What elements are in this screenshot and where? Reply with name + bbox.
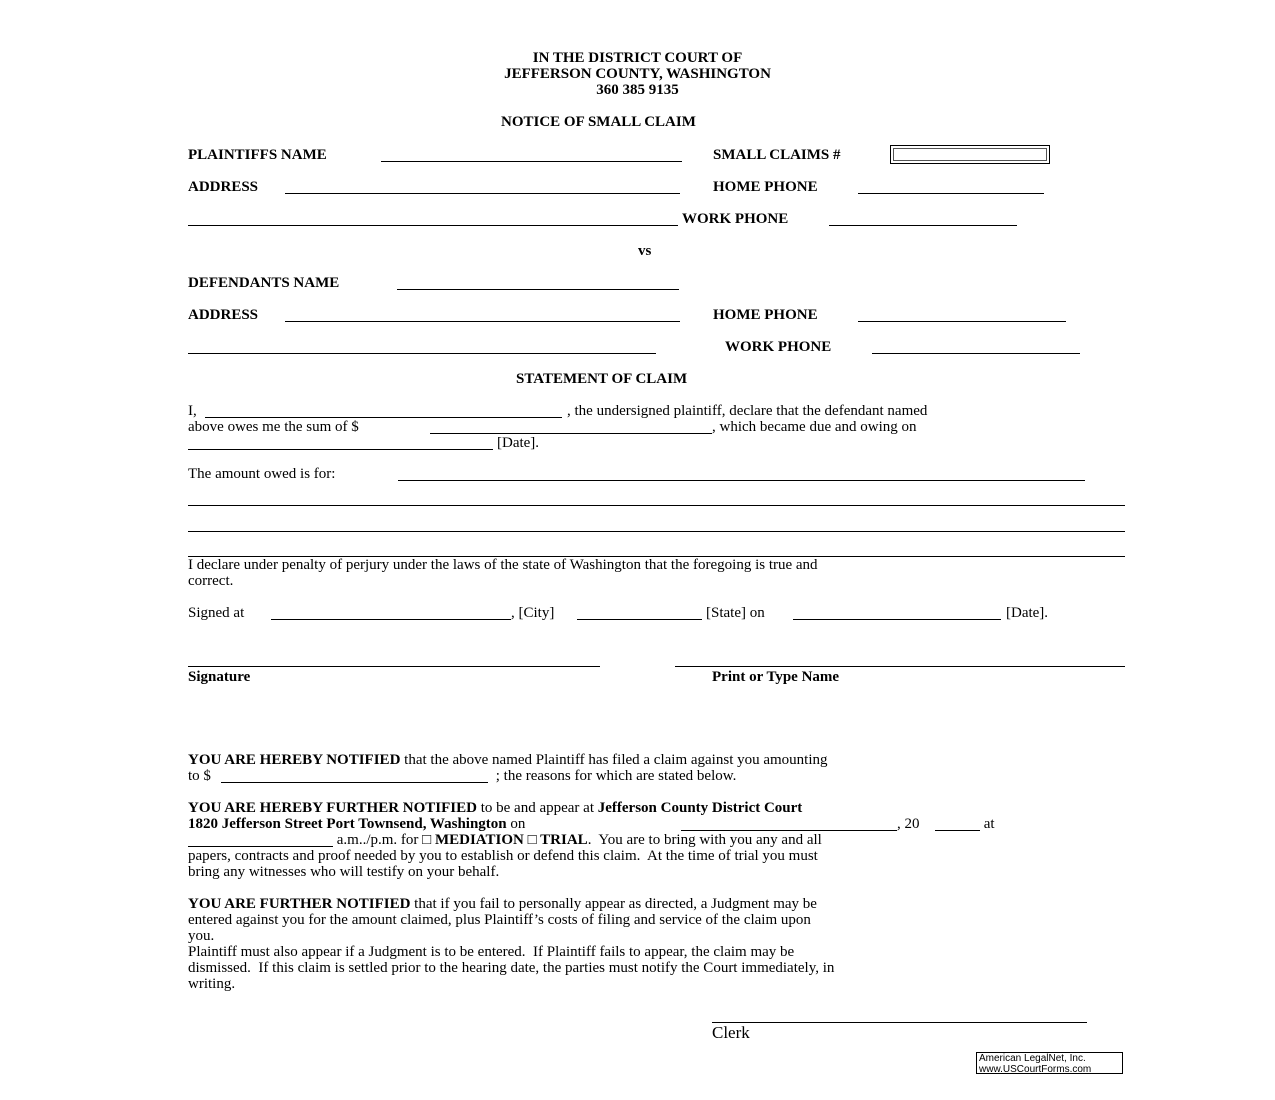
appear-on-label: on bbox=[506, 816, 526, 832]
year-label: , 20 bbox=[897, 816, 920, 832]
plaintiff-name-field[interactable] bbox=[381, 161, 682, 162]
notice-heading-3: YOU ARE FURTHER NOTIFIED bbox=[188, 896, 411, 912]
defendant-work-phone-field[interactable] bbox=[872, 353, 1080, 354]
signature-label: Signature bbox=[188, 669, 251, 685]
plaintiff-name-label: PLAINTIFFS NAME bbox=[188, 147, 327, 163]
signed-at-label: Signed at bbox=[188, 605, 245, 621]
declarant-name-field[interactable] bbox=[205, 417, 562, 418]
signed-date-field[interactable] bbox=[793, 619, 1001, 620]
appear-at-label: at bbox=[980, 816, 995, 832]
case-number-label: SMALL CLAIMS # bbox=[713, 147, 841, 163]
mediation-checkbox[interactable]: □ bbox=[422, 832, 432, 848]
state-on-label: [State] on bbox=[706, 605, 765, 621]
print-name-field[interactable] bbox=[675, 666, 1125, 667]
court-phone: 360 385 9135 bbox=[596, 82, 679, 98]
trial-label: TRIAL bbox=[536, 832, 588, 848]
court-name: IN THE DISTRICT COURT OF bbox=[532, 50, 743, 66]
declarant-prefix: I, bbox=[188, 403, 197, 419]
print-name-label: Print or Type Name bbox=[712, 669, 840, 685]
notice-paragraph-3-line4: Plaintiff must also appear if a Judgment is to be entered. If Plaintiff fails to appear, the claim may be bbox=[188, 944, 795, 960]
notice-paragraph-3-line6: writing. bbox=[188, 976, 236, 992]
signature-field[interactable] bbox=[188, 666, 600, 667]
notice-paragraph-3-line1 bbox=[188, 896, 817, 912]
plaintiff-address-line2-field[interactable] bbox=[188, 225, 678, 226]
notice-paragraph-2-line5: bring any witnesses who will testify on your behalf. bbox=[188, 864, 500, 880]
bring-text: . You are to bring with you any and all bbox=[587, 832, 822, 848]
plaintiff-address-field[interactable] bbox=[285, 193, 680, 194]
court-location: Jefferson County District Court bbox=[597, 800, 803, 816]
amount-for-field[interactable] bbox=[398, 480, 1085, 481]
county-name: JEFFERSON COUNTY, WASHINGTON bbox=[504, 66, 771, 82]
versus-label: vs bbox=[638, 243, 652, 259]
notice-paragraph-2-line2 bbox=[188, 816, 525, 832]
claim-amount-field[interactable] bbox=[221, 782, 488, 783]
sum-owed-prefix: above owes me the sum of $ bbox=[188, 419, 359, 435]
declarant-text: , the undersigned plaintiff, declare that the defendant named bbox=[567, 403, 928, 419]
defendant-address-label: ADDRESS bbox=[188, 307, 259, 323]
perjury-declaration-line2: correct. bbox=[188, 573, 234, 589]
appear-date-field[interactable] bbox=[681, 830, 897, 831]
plaintiff-work-phone-label: WORK PHONE bbox=[682, 211, 789, 227]
notice-paragraph-2-line4: papers, contracts and proof needed by you to establish or defend this claim. At the time of trial you must bbox=[188, 848, 818, 864]
notice-text-1: that the above named Plaintiff has filed a claim against you amounting bbox=[400, 752, 828, 768]
signed-city-field[interactable] bbox=[271, 619, 511, 620]
claim-amount-suffix: ; the reasons for which are stated below. bbox=[492, 768, 737, 784]
publisher-url[interactable]: www.USCourtForms.com bbox=[979, 1064, 1092, 1075]
trial-checkbox[interactable]: □ bbox=[527, 832, 537, 848]
plaintiff-address-label: ADDRESS bbox=[188, 179, 259, 195]
defendant-address-line2-field[interactable] bbox=[188, 353, 656, 354]
notice-paragraph-1-line1 bbox=[188, 752, 828, 768]
signed-date-label: [Date]. bbox=[1006, 605, 1049, 621]
appear-time-field[interactable] bbox=[188, 846, 333, 847]
publisher-name: American LegalNet, Inc. bbox=[979, 1053, 1086, 1064]
due-date-field[interactable] bbox=[188, 449, 493, 450]
notice-paragraph-2-line3 bbox=[333, 832, 822, 848]
notice-paragraph-3-line3: you. bbox=[188, 928, 215, 944]
sum-owed-text: , which became due and owing on bbox=[712, 419, 917, 435]
plaintiff-home-phone-field[interactable] bbox=[858, 193, 1044, 194]
city-label: , [City] bbox=[511, 605, 555, 621]
defendant-address-field[interactable] bbox=[285, 321, 680, 322]
sum-owed-field[interactable] bbox=[430, 433, 712, 434]
plaintiff-work-phone-field[interactable] bbox=[829, 225, 1017, 226]
appear-year-field[interactable] bbox=[935, 830, 980, 831]
clerk-signature-field[interactable] bbox=[712, 1022, 1087, 1023]
perjury-declaration-line1: I declare under penalty of perjury under the laws of the state of Washington that the foregoing is true and bbox=[188, 557, 818, 573]
notice-text-3: that if you fail to personally appear as directed, a Judgment may be bbox=[410, 896, 817, 912]
plaintiff-home-phone-label: HOME PHONE bbox=[713, 179, 818, 195]
case-number-field[interactable] bbox=[890, 145, 1050, 164]
notice-text-2: to be and appear at bbox=[476, 800, 598, 816]
form-title: NOTICE OF SMALL CLAIM bbox=[501, 114, 696, 130]
ampm-label: a.m../p.m. for bbox=[333, 832, 423, 848]
signed-state-field[interactable] bbox=[577, 619, 702, 620]
statement-heading: STATEMENT OF CLAIM bbox=[516, 371, 688, 387]
defendant-name-label: DEFENDANTS NAME bbox=[188, 275, 340, 291]
defendant-home-phone-label: HOME PHONE bbox=[713, 307, 818, 323]
notice-paragraph-3-line5: dismissed. If this claim is settled prior to the hearing date, the parties must notify the Court immediately, in bbox=[188, 960, 835, 976]
defendant-work-phone-label: WORK PHONE bbox=[725, 339, 832, 355]
notice-heading-2: YOU ARE HEREBY FURTHER NOTIFIED bbox=[188, 800, 477, 816]
mediation-label: MEDIATION bbox=[431, 832, 528, 848]
defendant-home-phone-field[interactable] bbox=[858, 321, 1066, 322]
notice-heading-1: YOU ARE HEREBY NOTIFIED bbox=[188, 752, 401, 768]
due-date-label: [Date]. bbox=[497, 435, 540, 451]
publisher-stamp bbox=[976, 1052, 1123, 1074]
clerk-label: Clerk bbox=[712, 1023, 750, 1042]
amount-for-line2-field[interactable] bbox=[188, 505, 1125, 506]
notice-paragraph-3-line2: entered against you for the amount claimed, plus Plaintiff’s costs of filing and service of the claim upon bbox=[188, 912, 811, 928]
notice-paragraph-2-line1 bbox=[188, 800, 802, 816]
amount-for-label: The amount owed is for: bbox=[188, 466, 336, 482]
court-address: 1820 Jefferson Street Port Townsend, Washington bbox=[188, 816, 507, 832]
claim-amount-prefix: to $ bbox=[188, 768, 211, 784]
defendant-name-field[interactable] bbox=[397, 289, 679, 290]
amount-for-line3-field[interactable] bbox=[188, 531, 1125, 532]
